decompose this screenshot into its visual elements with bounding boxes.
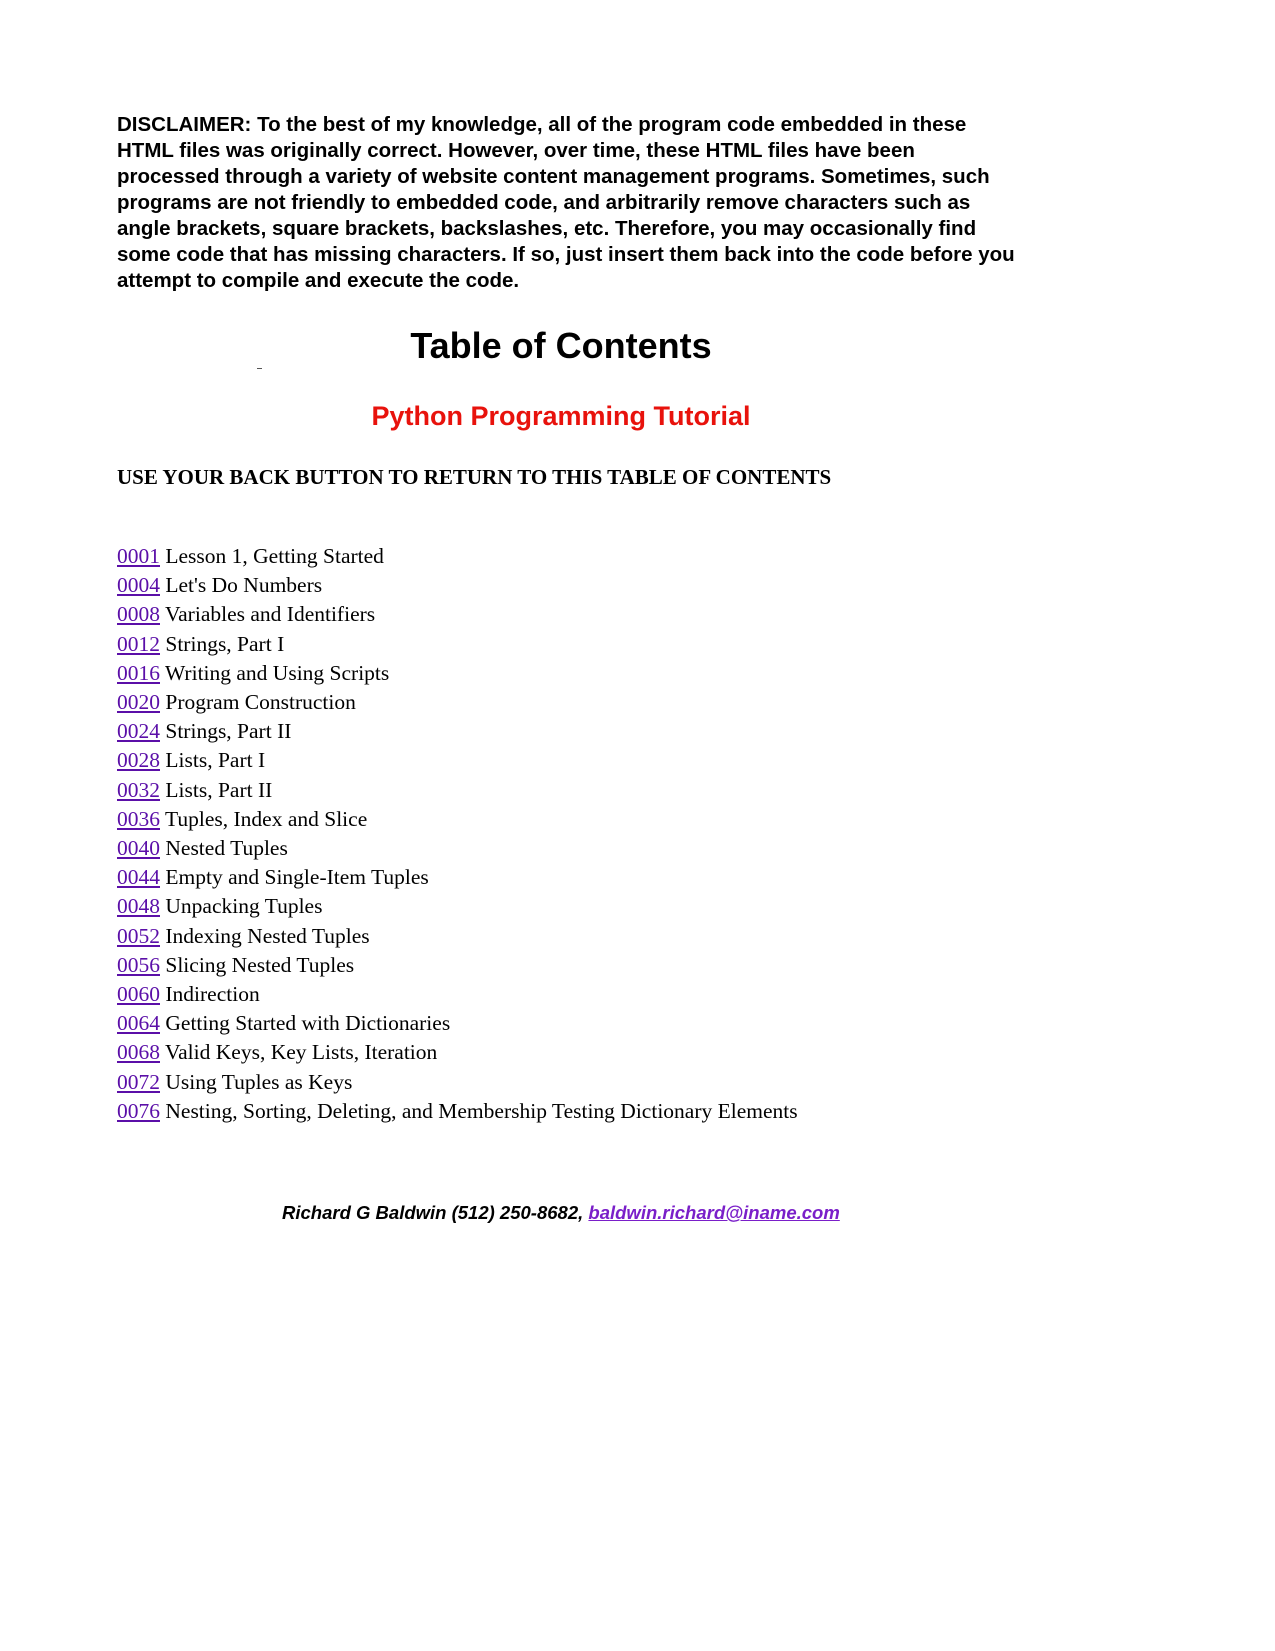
lesson-link[interactable]: 0044 bbox=[117, 865, 160, 890]
lesson-title: Indirection bbox=[165, 982, 260, 1007]
lesson-item bbox=[117, 600, 798, 629]
lesson-item bbox=[117, 659, 798, 688]
lesson-title: Lists, Part II bbox=[165, 777, 273, 802]
lesson-item bbox=[117, 834, 798, 863]
disclaimer-paragraph: DISCLAIMER: To the best of my knowledge, all of the program code embedded in these HTML files was originally correct. However, over time, these HTML files have been processed through a variety of website content management programs. Sometimes, such programs are not friendly to embedded code, and arbitrarily remove characters such as angle brackets, square brackets, backslashes, etc. Therefore, you may occasionally find some code that has missing characters. If so, just insert them back into the code before you attempt to compile and execute the code. bbox=[117, 113, 1015, 292]
lesson-link[interactable]: 0036 bbox=[117, 806, 160, 831]
lesson-link[interactable]: 0016 bbox=[117, 660, 160, 685]
lesson-link[interactable]: 0028 bbox=[117, 748, 160, 773]
lesson-link[interactable]: 0056 bbox=[117, 952, 160, 977]
back-button-note: USE YOUR BACK BUTTON TO RETURN TO THIS TABLE OF CONTENTS bbox=[117, 465, 832, 489]
lesson-title: Using Tuples as Keys bbox=[165, 1069, 353, 1094]
lesson-title: Slicing Nested Tuples bbox=[165, 952, 355, 977]
lesson-title: Nested Tuples bbox=[165, 836, 288, 861]
lesson-title: Strings, Part I bbox=[165, 631, 285, 656]
stray-mark bbox=[257, 368, 262, 369]
lesson-item bbox=[117, 805, 798, 834]
lesson-item bbox=[117, 892, 798, 921]
lesson-list bbox=[117, 542, 798, 1126]
lesson-title: Indexing Nested Tuples bbox=[165, 923, 370, 948]
lesson-title: Lists, Part I bbox=[165, 748, 266, 773]
lesson-title: Tuples, Index and Slice bbox=[165, 806, 368, 831]
lesson-item bbox=[117, 688, 798, 717]
lesson-link[interactable]: 0012 bbox=[117, 631, 160, 656]
lesson-title: Unpacking Tuples bbox=[165, 894, 323, 919]
lesson-title: Variables and Identifiers bbox=[165, 602, 376, 627]
lesson-item bbox=[117, 863, 798, 892]
lesson-link[interactable]: 0024 bbox=[117, 719, 160, 744]
lesson-title: Empty and Single-Item Tuples bbox=[165, 865, 429, 890]
lesson-item bbox=[117, 776, 798, 805]
lesson-link[interactable]: 0008 bbox=[117, 602, 160, 627]
lesson-item bbox=[117, 980, 798, 1009]
lesson-item bbox=[117, 1068, 798, 1097]
lesson-item bbox=[117, 630, 798, 659]
lesson-title: Getting Started with Dictionaries bbox=[165, 1011, 451, 1036]
lesson-link[interactable]: 0052 bbox=[117, 923, 160, 948]
lesson-link[interactable]: 0001 bbox=[117, 544, 160, 568]
lesson-link[interactable]: 0064 bbox=[117, 1011, 160, 1036]
lesson-title: Valid Keys, Key Lists, Iteration bbox=[165, 1040, 438, 1065]
lesson-link[interactable]: 0004 bbox=[117, 573, 160, 598]
lesson-title: Writing and Using Scripts bbox=[165, 660, 390, 685]
tutorial-subtitle: Python Programming Tutorial bbox=[371, 401, 751, 431]
document-page bbox=[117, 112, 1017, 1223]
lesson-link[interactable]: 0020 bbox=[117, 690, 160, 715]
lesson-link[interactable]: 0040 bbox=[117, 836, 160, 861]
lesson-link[interactable]: 0032 bbox=[117, 777, 160, 802]
lesson-item bbox=[117, 1097, 798, 1126]
lesson-link[interactable]: 0076 bbox=[117, 1098, 160, 1123]
lesson-item bbox=[117, 746, 798, 775]
lesson-title: Let's Do Numbers bbox=[165, 573, 323, 598]
lesson-title: Strings, Part II bbox=[165, 719, 292, 744]
author-footer bbox=[282, 1202, 840, 1224]
lesson-item bbox=[117, 922, 798, 951]
author-contact: Richard G Baldwin (512) 250-8682, bbox=[282, 1202, 584, 1223]
author-email-link[interactable]: baldwin.richard@iname.com bbox=[588, 1202, 840, 1223]
lesson-item bbox=[117, 717, 798, 746]
lesson-link[interactable]: 0068 bbox=[117, 1040, 160, 1065]
lesson-title: Program Construction bbox=[165, 690, 356, 715]
lesson-item bbox=[117, 1038, 798, 1067]
lesson-title: Lesson 1, Getting Started bbox=[165, 544, 384, 568]
lesson-link[interactable]: 0060 bbox=[117, 982, 160, 1007]
page-title: Table of Contents bbox=[410, 325, 712, 366]
lesson-title: Nesting, Sorting, Deleting, and Membership Testing Dictionary Elements bbox=[165, 1098, 798, 1123]
lesson-item bbox=[117, 571, 798, 600]
lesson-item bbox=[117, 542, 798, 571]
lesson-link[interactable]: 0072 bbox=[117, 1069, 160, 1094]
lesson-item bbox=[117, 1009, 798, 1038]
lesson-link[interactable]: 0048 bbox=[117, 894, 160, 919]
lesson-item bbox=[117, 951, 798, 980]
